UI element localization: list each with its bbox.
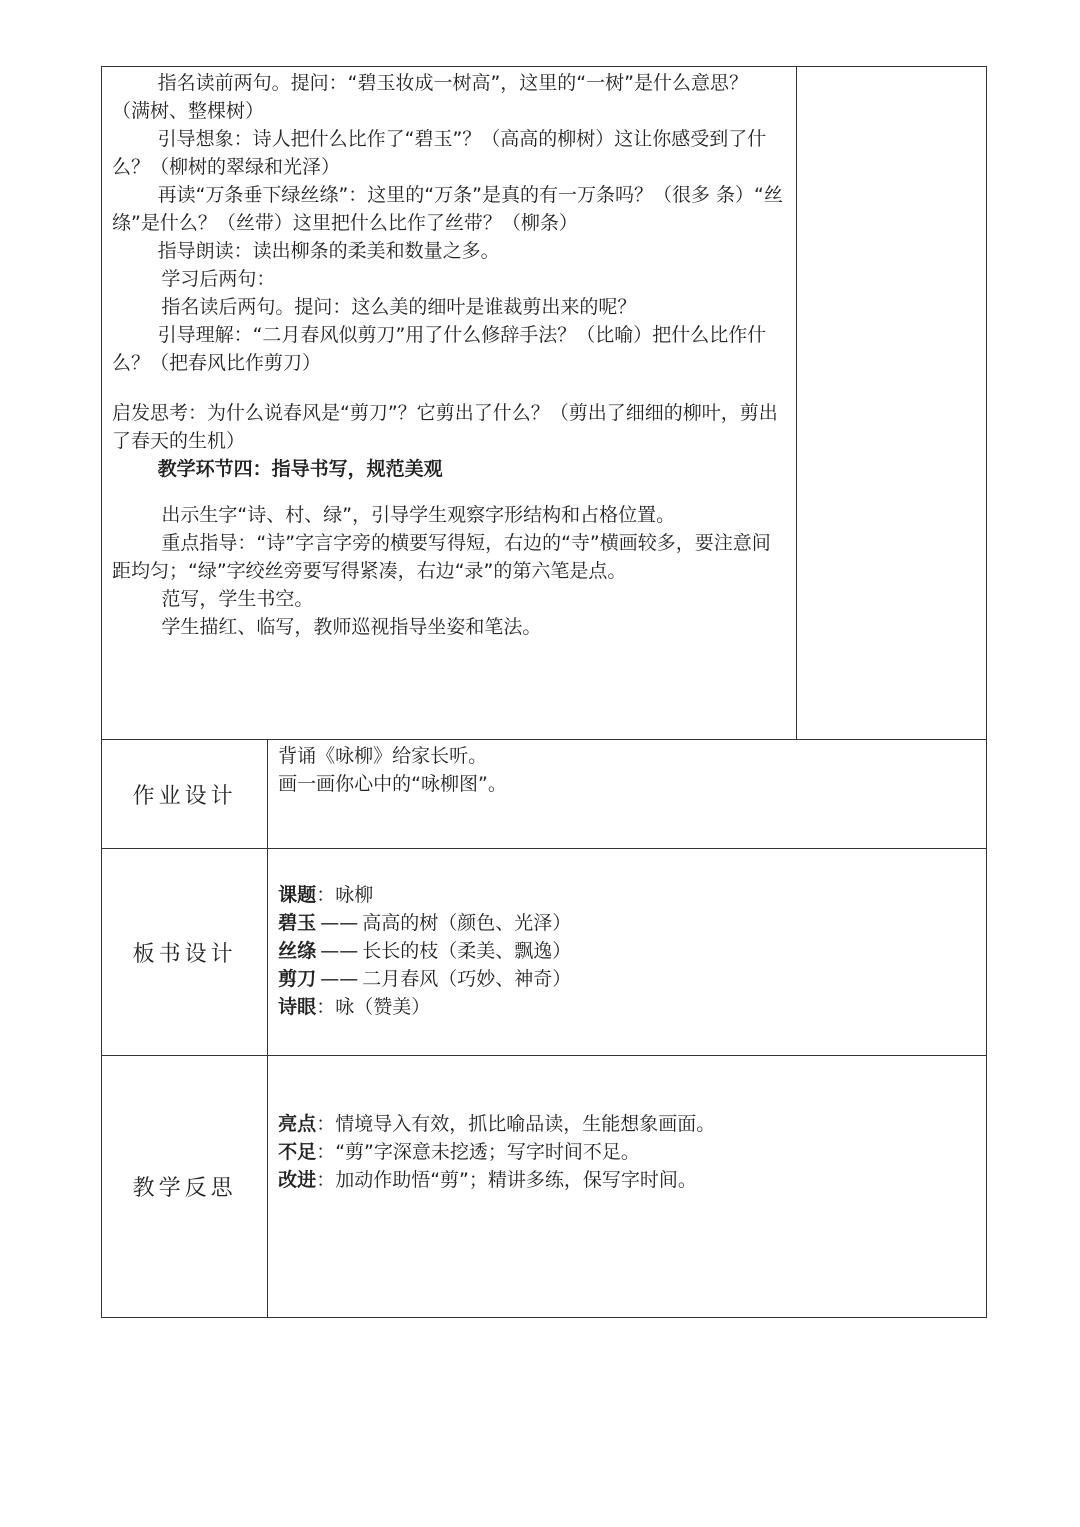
blackboard-key: 剪刀: [278, 968, 317, 990]
blackboard-eye-value: 咏（赞美）: [335, 996, 431, 1018]
blackboard-eye-key: 诗眼: [278, 996, 317, 1018]
process-line: 启发思考：为什么说春风是“剪刀”？它剪出了什么？（剪出了细细的柳叶，剪出了春天的生机）: [112, 402, 778, 452]
reflection-key: 不足: [278, 1141, 317, 1163]
process-line: 指名读后两句。提问：这么美的细叶是谁裁剪出来的呢？: [161, 296, 637, 318]
process-line: 范写，学生书空。: [161, 588, 314, 610]
blackboard-content: [268, 849, 987, 1056]
section-heading: 教学环节四：指导书写，规范美观: [157, 458, 443, 480]
reflection-key: 亮点: [278, 1113, 317, 1135]
blackboard-value: 二月春风（巧妙、神奇）: [362, 968, 572, 990]
blackboard-dash: ——: [320, 940, 359, 962]
blackboard-key: 碧玉: [278, 912, 317, 934]
blackboard-line: [278, 965, 976, 993]
process-line: 引导想象：诗人把什么比作了“碧玉”？（高高的柳树）这让你感受到了什么？（柳树的翠绿和光泽）: [112, 128, 767, 178]
process-line: 引导理解：“二月春风似剪刀”用了什么修辞手法？（比喻）把什么比作什么？（把春风比作剪刀）: [112, 324, 767, 374]
blackboard-label: 板书设计: [102, 849, 268, 1056]
process-line: 重点指导：“诗”字言字旁的横要写得短，右边的“寺”横画较多，要注意间距均匀；“绿”字绞丝旁要写得紧凑，右边“录”的第六笔是点。: [112, 532, 771, 582]
blackboard-dash: ——: [320, 968, 359, 990]
blackboard-eye: 诗眼：咏（赞美）: [278, 996, 431, 1018]
blackboard-row: [102, 849, 987, 1056]
homework-line: 背诵《咏柳》给家长听。: [278, 745, 488, 767]
reflection-key: 改进: [278, 1169, 317, 1191]
reflection-label: 教学反思: [102, 1056, 268, 1318]
reflection-line: 亮点：情境导入有效，抓比喻品读，生能想象画面。: [278, 1113, 716, 1135]
spacer: [112, 377, 786, 399]
reflection-content: [268, 1056, 987, 1318]
reflection-line: 改进：加动作助悟“剪”；精讲多练，保写字时间。: [278, 1169, 697, 1191]
blackboard-key: 丝绦: [278, 940, 317, 962]
reflection-value: 情境导入有效，抓比喻品读，生能想象画面。: [335, 1113, 716, 1135]
homework-row: [102, 740, 987, 849]
homework-label: 作业设计: [102, 740, 268, 849]
blackboard-dash: ——: [320, 912, 359, 934]
blackboard-title-value: 咏柳: [335, 884, 374, 906]
blackboard-line: [278, 909, 976, 937]
blackboard-value: 长长的枝（柔美、飘逸）: [362, 940, 572, 962]
teaching-process-cell: [102, 67, 797, 740]
reflection-value: “剪”字深意未挖透；写字时间不足。: [335, 1141, 640, 1163]
notes-cell: [796, 67, 986, 740]
blackboard-value: 高高的树（颜色、光泽）: [362, 912, 572, 934]
lesson-plan-table: [101, 66, 987, 1318]
spacer: [112, 483, 786, 501]
process-line: 再读“万条垂下绿丝绦”：这里的“万条”是真的有一万条吗？（很多 条）“丝绦”是什么？（丝带）这里把什么比作了丝带？（柳条）: [112, 184, 783, 234]
homework-content: [268, 740, 987, 849]
reflection-row: [102, 1056, 987, 1318]
process-line: 指名读前两句。提问：“碧玉妆成一树高”，这里的“一树”是什么意思？（满树、整棵树）: [112, 72, 748, 122]
process-line: 指导朗读：读出柳条的柔美和数量之多。: [157, 240, 500, 262]
process-row: [102, 67, 987, 740]
process-line: 出示生字“诗、村、绿”，引导学生观察字形结构和占格位置。: [161, 504, 676, 526]
reflection-value: 加动作助悟“剪”；精讲多练，保写字时间。: [335, 1169, 697, 1191]
reflection-line: 不足：“剪”字深意未挖透；写字时间不足。: [278, 1141, 640, 1163]
blackboard-line: [278, 937, 976, 965]
process-line: 学生描红、临写，教师巡视指导坐姿和笔法。: [161, 616, 542, 638]
blackboard-title: 课题：咏柳: [278, 884, 374, 906]
process-line: 学习后两句：: [161, 268, 276, 290]
blackboard-title-key: 课题: [278, 884, 317, 906]
homework-line: 画一画你心中的“咏柳图”。: [278, 773, 507, 795]
